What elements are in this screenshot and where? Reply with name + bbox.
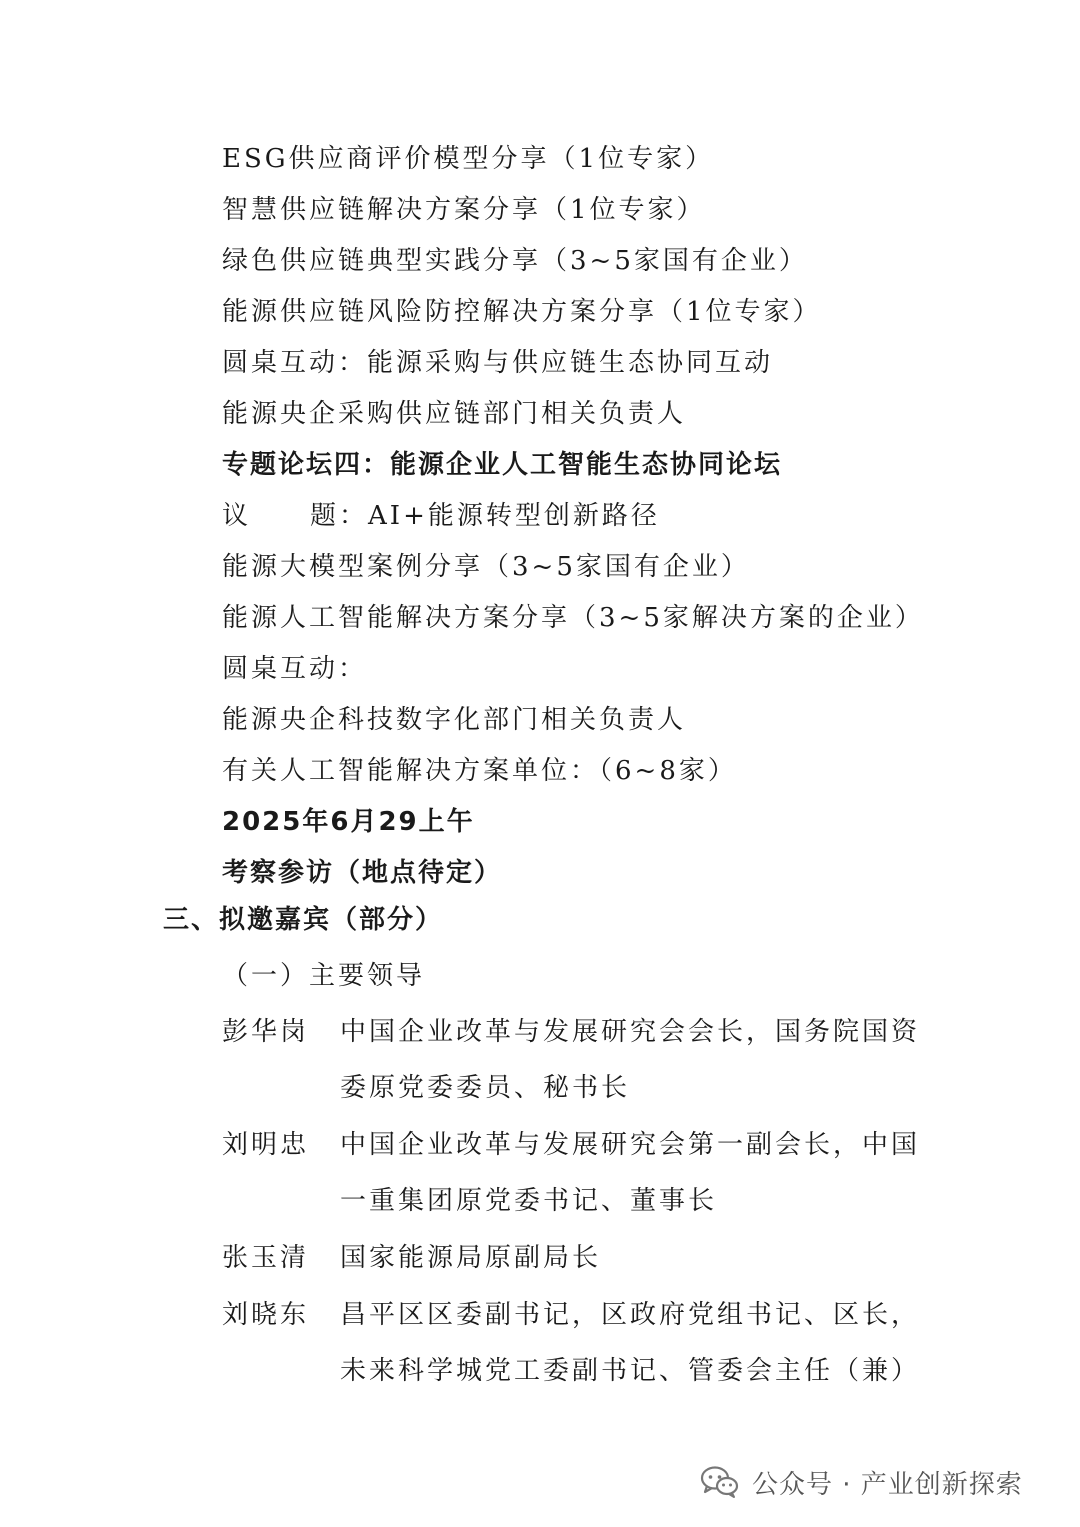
forum-4-item: 有关人工智能解决方案单位：（6~8家）: [222, 756, 737, 786]
wechat-icon: [700, 1465, 740, 1499]
agenda-line: 能源央企采购供应链部门相关负责人: [222, 399, 687, 429]
guest-name: 彭华岗: [222, 1017, 310, 1047]
guest-name: 刘晓东: [222, 1300, 310, 1330]
agenda-line: 智慧供应链解决方案分享（1位专家）: [222, 195, 706, 225]
visit-line: 考察参访（地点待定）: [222, 858, 503, 888]
date-line: 2025年6月29上午: [222, 807, 475, 837]
watermark: [700, 1462, 1023, 1502]
topic-value: AI+能源转型创新路径: [368, 501, 660, 531]
section-3-title: 三、拟邀嘉宾（部分）: [163, 905, 444, 935]
forum-4-title: 专题论坛四：能源企业人工智能生态协同论坛: [222, 450, 783, 480]
guest-desc: 国家能源局原副局长: [340, 1243, 602, 1273]
forum-4-item: 圆桌互动：: [222, 654, 368, 684]
guest-desc: 昌平区区委副书记，区政府党组书记、区长，: [340, 1300, 921, 1330]
topic-label-2: 题：: [310, 501, 369, 531]
guest-desc: 中国企业改革与发展研究会会长，国务院国资: [340, 1017, 921, 1047]
guest-desc: 委原党委委员、秘书长: [340, 1073, 631, 1103]
guest-desc: 中国企业改革与发展研究会第一副会长，中国: [340, 1130, 921, 1160]
guest-name: 张玉清: [222, 1243, 310, 1273]
agenda-line: 绿色供应链典型实践分享（3~5家国有企业）: [222, 246, 808, 276]
agenda-line: ESG供应商评价模型分享（1位专家）: [222, 144, 715, 174]
forum-4-topic: [222, 498, 660, 534]
forum-4-item: 能源大模型案例分享（3~5家国有企业）: [222, 552, 750, 582]
agenda-line: 圆桌互动：能源采购与供应链生态协同互动: [222, 348, 774, 378]
watermark-text: 公众号 · 产业创新探索: [752, 1469, 1023, 1500]
forum-4-item: 能源央企科技数字化部门相关负责人: [222, 705, 687, 735]
agenda-line: 能源供应链风险防控解决方案分享（1位专家）: [222, 297, 822, 327]
forum-4-item: 能源人工智能解决方案分享（3~5家解决方案的企业）: [222, 603, 924, 633]
topic-label-1: 议: [222, 501, 252, 531]
section-3-subtitle: （一）主要领导: [222, 961, 426, 991]
guest-desc: 一重集团原党委书记、董事长: [340, 1186, 718, 1216]
guest-desc: 未来科学城党工委副书记、管委会主任（兼）: [340, 1356, 921, 1386]
guest-name: 刘明忠: [222, 1130, 310, 1160]
